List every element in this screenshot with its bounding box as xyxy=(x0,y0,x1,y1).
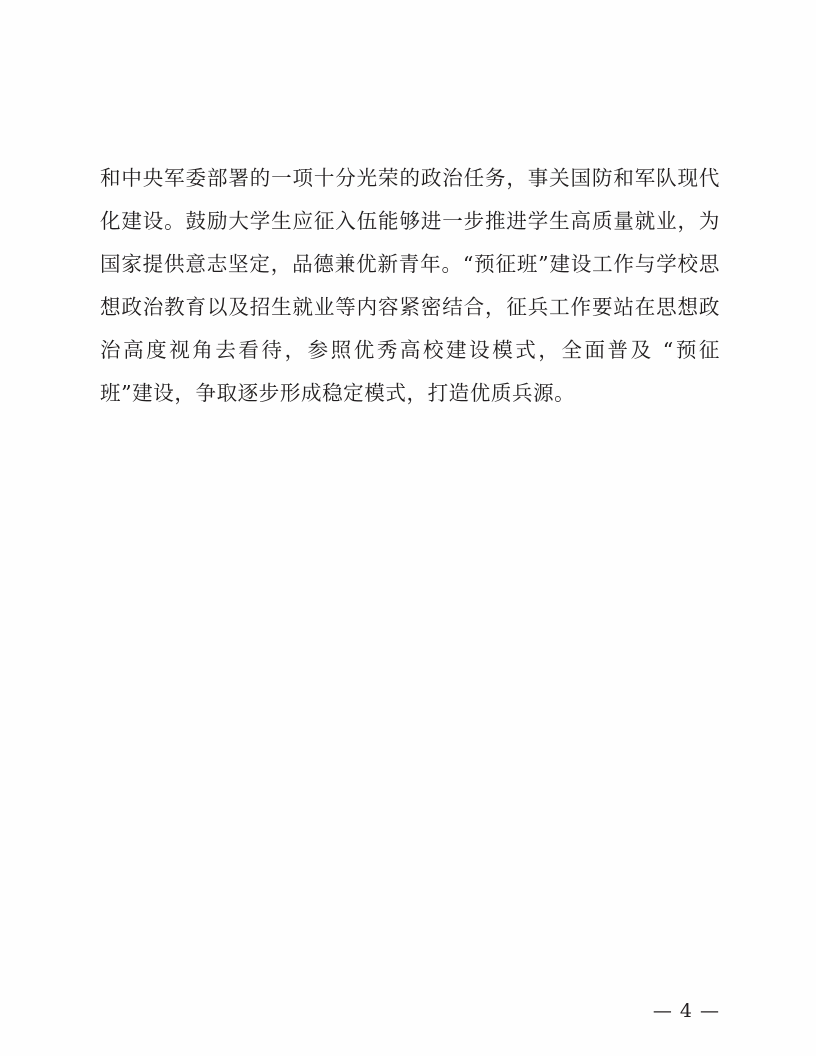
paragraph-1: 和中央军委部署的一项十分光荣的政治任务，事关国防和军队现代化建设。鼓励大学生应征入伍能够进一步推进学生高质量就业，为国家提供意志坚定，品德兼优新青年。“预征班”建设工作与学校思想政治教育以及招生就业等内容紧密结合，征兵工作要站在思想政治高度视角去看待，参照优秀高校建设模式，全面普及 “预征班”建设，争取逐步形成稳定模式，打造优质兵源。 xyxy=(100,165,720,405)
page-number: — 4 — xyxy=(652,1000,720,1022)
page-footer xyxy=(0,992,816,1022)
page-body xyxy=(100,136,720,435)
